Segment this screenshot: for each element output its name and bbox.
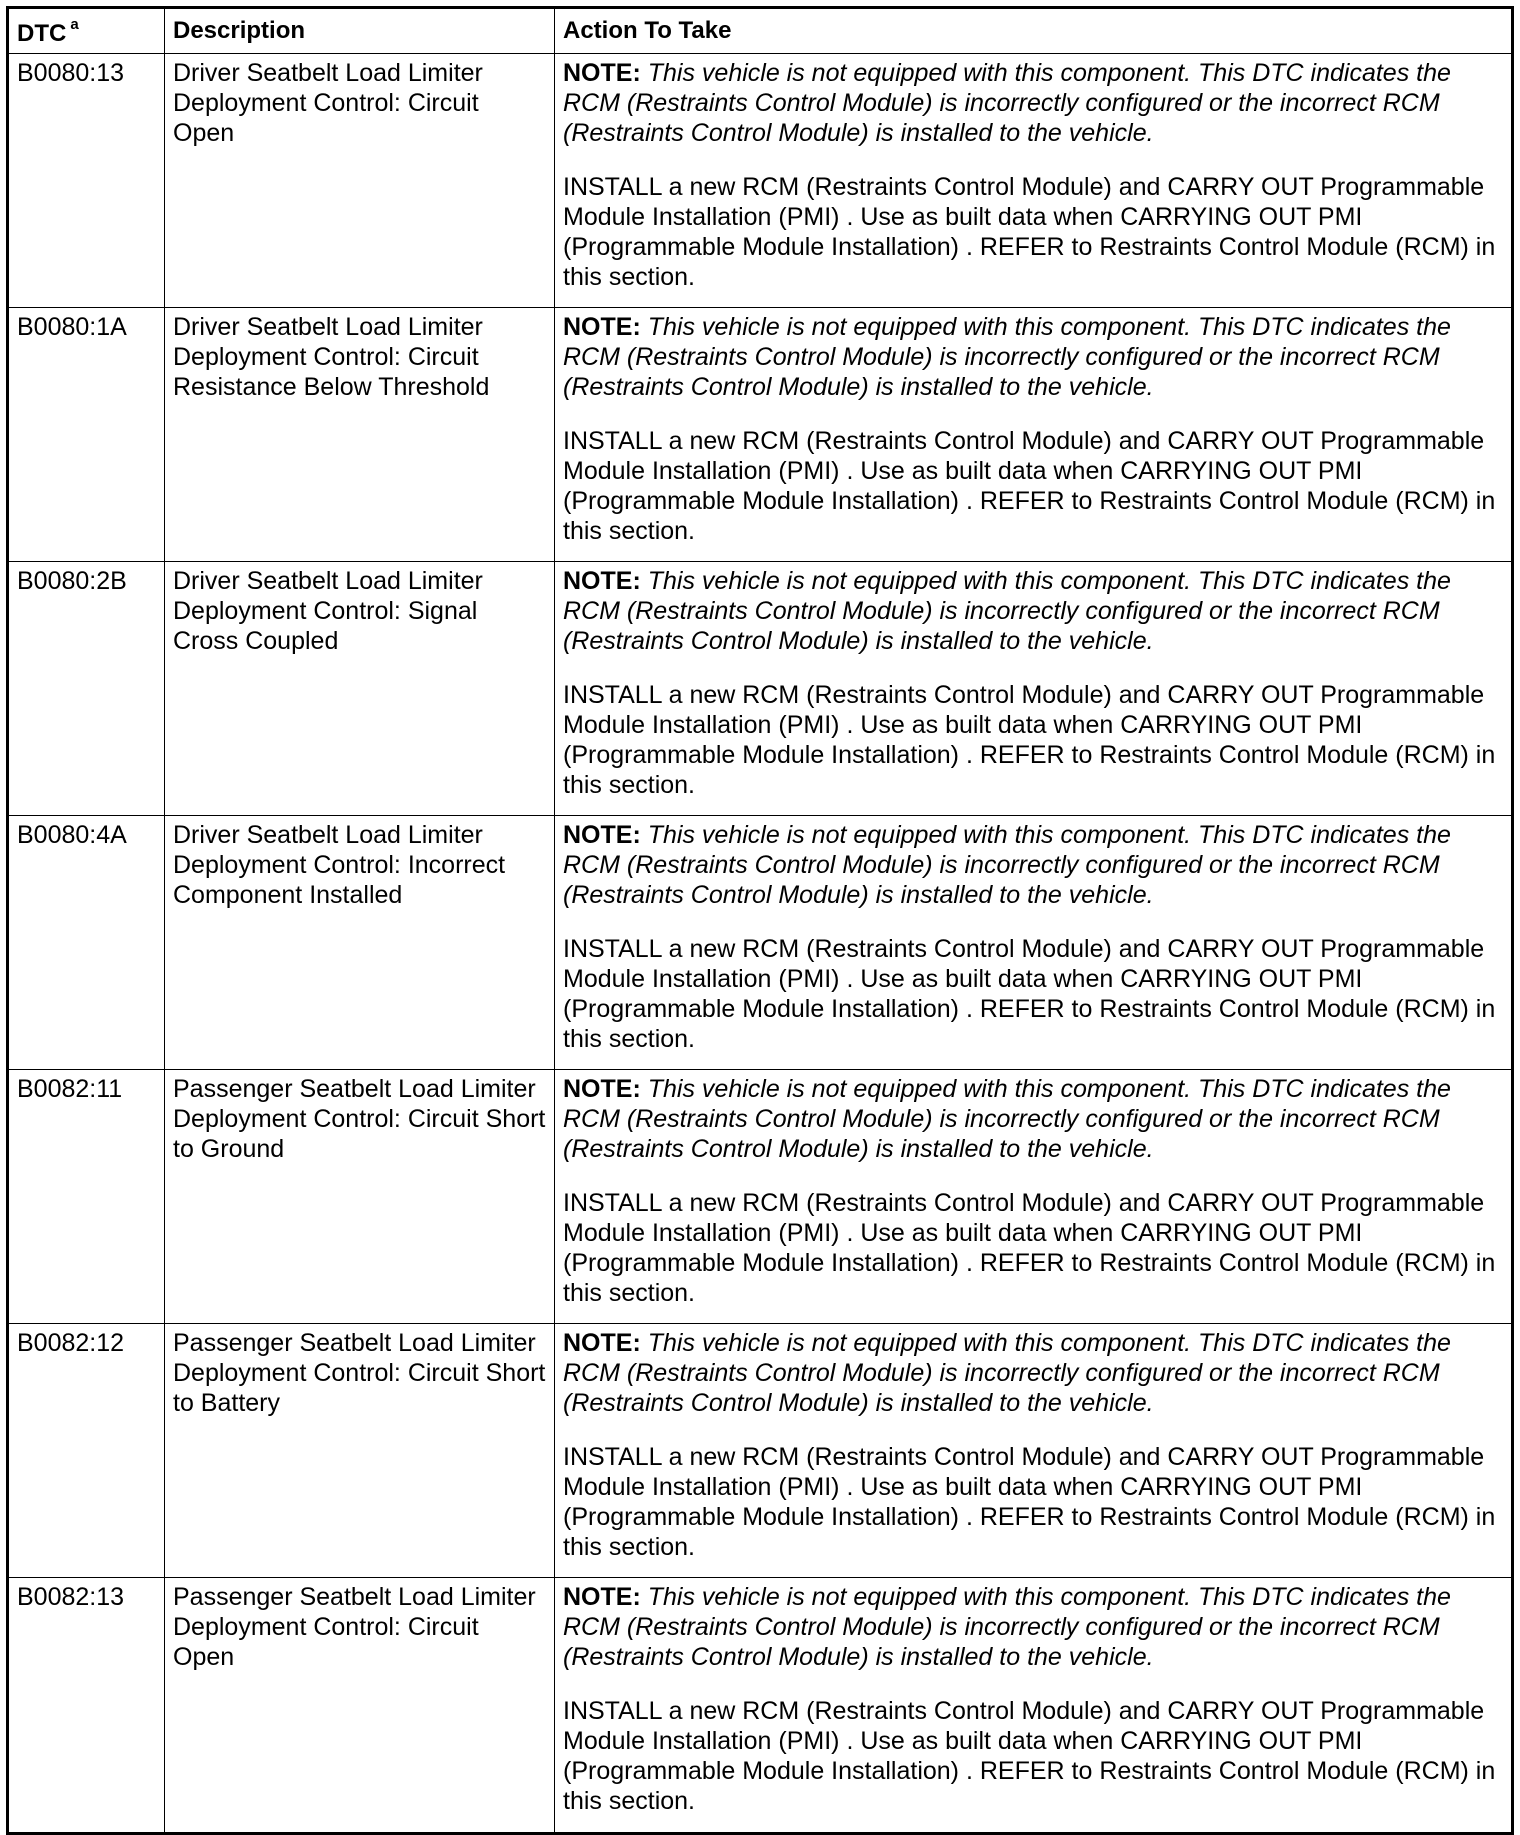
install-instruction: INSTALL a new RCM (Restraints Control Module) and CARRY OUT Programmable Module Installation (PMI) . Use as built data when CARRYING OUT PMI (Programmable Module Installation) . REFER to Restraints Control Module (RCM) in this section. xyxy=(563,1443,1496,1561)
action-cell xyxy=(555,1324,1513,1578)
description-cell xyxy=(165,816,555,1070)
note-text: This vehicle is not equipped with this component. This DTC indicates the RCM (Restraints Control Module) is incorrectly configured or the incorrect RCM (Restraints Control Module) is installed to the vehicle. xyxy=(563,1075,1451,1163)
note-label: NOTE: xyxy=(563,1329,641,1357)
dtc-description: Driver Seatbelt Load Limiter Deployment Control: Circuit Open xyxy=(173,59,483,147)
dtc-description: Driver Seatbelt Load Limiter Deployment Control: Circuit Resistance Below Threshold xyxy=(173,313,490,401)
table-row xyxy=(8,1324,1513,1578)
note-text: This vehicle is not equipped with this component. This DTC indicates the RCM (Restraints Control Module) is incorrectly configured or the incorrect RCM (Restraints Control Module) is installed to the vehicle. xyxy=(563,313,1451,401)
description-cell xyxy=(165,1324,555,1578)
action-cell xyxy=(555,1070,1513,1324)
dtc-code: B0082:13 xyxy=(17,1583,125,1611)
description-cell xyxy=(165,1578,555,1834)
dtc-code: B0080:13 xyxy=(17,59,125,87)
note-paragraph xyxy=(563,1328,1503,1418)
note-paragraph xyxy=(563,566,1503,656)
dtc-description: Driver Seatbelt Load Limiter Deployment Control: Signal Cross Coupled xyxy=(173,567,483,655)
note-label: NOTE: xyxy=(563,1583,641,1611)
dtc-code-cell xyxy=(8,308,165,562)
install-instruction: INSTALL a new RCM (Restraints Control Module) and CARRY OUT Programmable Module Installation (PMI) . Use as built data when CARRYING OUT PMI (Programmable Module Installation) . REFER to Restraints Control Module (RCM) in this section. xyxy=(563,681,1496,799)
install-instruction: INSTALL a new RCM (Restraints Control Module) and CARRY OUT Programmable Module Installation (PMI) . Use as built data when CARRYING OUT PMI (Programmable Module Installation) . REFER to Restraints Control Module (RCM) in this section. xyxy=(563,173,1496,291)
note-text: This vehicle is not equipped with this component. This DTC indicates the RCM (Restraints Control Module) is incorrectly configured or the incorrect RCM (Restraints Control Module) is installed to the vehicle. xyxy=(563,567,1451,655)
dtc-code-cell xyxy=(8,54,165,308)
dtc-description: Passenger Seatbelt Load Limiter Deployment Control: Circuit Open xyxy=(173,1583,536,1671)
action-cell xyxy=(555,308,1513,562)
description-cell xyxy=(165,54,555,308)
dtc-code: B0082:12 xyxy=(17,1329,125,1357)
install-instruction: INSTALL a new RCM (Restraints Control Module) and CARRY OUT Programmable Module Installation (PMI) . Use as built data when CARRYING OUT PMI (Programmable Module Installation) . REFER to Restraints Control Module (RCM) in this section. xyxy=(563,1189,1496,1307)
dtc-description: Passenger Seatbelt Load Limiter Deployment Control: Circuit Short to Battery xyxy=(173,1329,546,1417)
dtc-code: B0080:1A xyxy=(17,313,127,341)
action-cell xyxy=(555,816,1513,1070)
table-row xyxy=(8,1070,1513,1324)
action-cell xyxy=(555,54,1513,308)
note-label: NOTE: xyxy=(563,821,641,849)
header-dtc-label: DTC xyxy=(17,20,67,47)
dtc-description: Driver Seatbelt Load Limiter Deployment Control: Incorrect Component Installed xyxy=(173,821,506,909)
dtc-code-cell xyxy=(8,562,165,816)
header-description: Description xyxy=(165,8,555,54)
note-paragraph xyxy=(563,58,1503,148)
note-paragraph xyxy=(563,820,1503,910)
description-cell xyxy=(165,1070,555,1324)
dtc-code: B0082:11 xyxy=(17,1075,123,1103)
install-instruction: INSTALL a new RCM (Restraints Control Module) and CARRY OUT Programmable Module Installation (PMI) . Use as built data when CARRYING OUT PMI (Programmable Module Installation) . REFER to Restraints Control Module (RCM) in this section. xyxy=(563,935,1496,1053)
table-body xyxy=(8,54,1513,1834)
table-row xyxy=(8,308,1513,562)
table-row xyxy=(8,562,1513,816)
note-text: This vehicle is not equipped with this component. This DTC indicates the RCM (Restraints Control Module) is incorrectly configured or the incorrect RCM (Restraints Control Module) is installed to the vehicle. xyxy=(563,1329,1451,1417)
table-row xyxy=(8,1578,1513,1834)
note-paragraph xyxy=(563,312,1503,402)
note-label: NOTE: xyxy=(563,567,641,595)
table-row xyxy=(8,54,1513,308)
dtc-code-cell xyxy=(8,1070,165,1324)
header-dtc-footnote: a xyxy=(70,16,79,33)
table-row xyxy=(8,816,1513,1070)
action-cell xyxy=(555,1578,1513,1834)
description-cell xyxy=(165,308,555,562)
note-text: This vehicle is not equipped with this component. This DTC indicates the RCM (Restraints Control Module) is incorrectly configured or the incorrect RCM (Restraints Control Module) is installed to the vehicle. xyxy=(563,821,1451,909)
dtc-code-cell xyxy=(8,1578,165,1834)
note-label: NOTE: xyxy=(563,313,641,341)
note-label: NOTE: xyxy=(563,59,641,87)
dtc-table xyxy=(6,6,1514,1835)
dtc-description: Passenger Seatbelt Load Limiter Deployment Control: Circuit Short to Ground xyxy=(173,1075,546,1163)
note-label: NOTE: xyxy=(563,1075,641,1103)
install-instruction: INSTALL a new RCM (Restraints Control Module) and CARRY OUT Programmable Module Installation (PMI) . Use as built data when CARRYING OUT PMI (Programmable Module Installation) . REFER to Restraints Control Module (RCM) in this section. xyxy=(563,427,1496,545)
dtc-code-cell xyxy=(8,1324,165,1578)
action-cell xyxy=(555,562,1513,816)
description-cell xyxy=(165,562,555,816)
header-dtc xyxy=(8,8,165,54)
table-header xyxy=(8,8,1513,54)
dtc-code-cell xyxy=(8,816,165,1070)
header-row xyxy=(8,8,1513,54)
note-text: This vehicle is not equipped with this component. This DTC indicates the RCM (Restraints Control Module) is incorrectly configured or the incorrect RCM (Restraints Control Module) is installed to the vehicle. xyxy=(563,59,1451,147)
dtc-code: B0080:2B xyxy=(17,567,127,595)
dtc-code: B0080:4A xyxy=(17,821,127,849)
header-action: Action To Take xyxy=(555,8,1513,54)
note-paragraph xyxy=(563,1582,1503,1672)
install-instruction: INSTALL a new RCM (Restraints Control Module) and CARRY OUT Programmable Module Installation (PMI) . Use as built data when CARRYING OUT PMI (Programmable Module Installation) . REFER to Restraints Control Module (RCM) in this section. xyxy=(563,1697,1496,1815)
note-paragraph xyxy=(563,1074,1503,1164)
note-text: This vehicle is not equipped with this component. This DTC indicates the RCM (Restraints Control Module) is incorrectly configured or the incorrect RCM (Restraints Control Module) is installed to the vehicle. xyxy=(563,1583,1451,1671)
